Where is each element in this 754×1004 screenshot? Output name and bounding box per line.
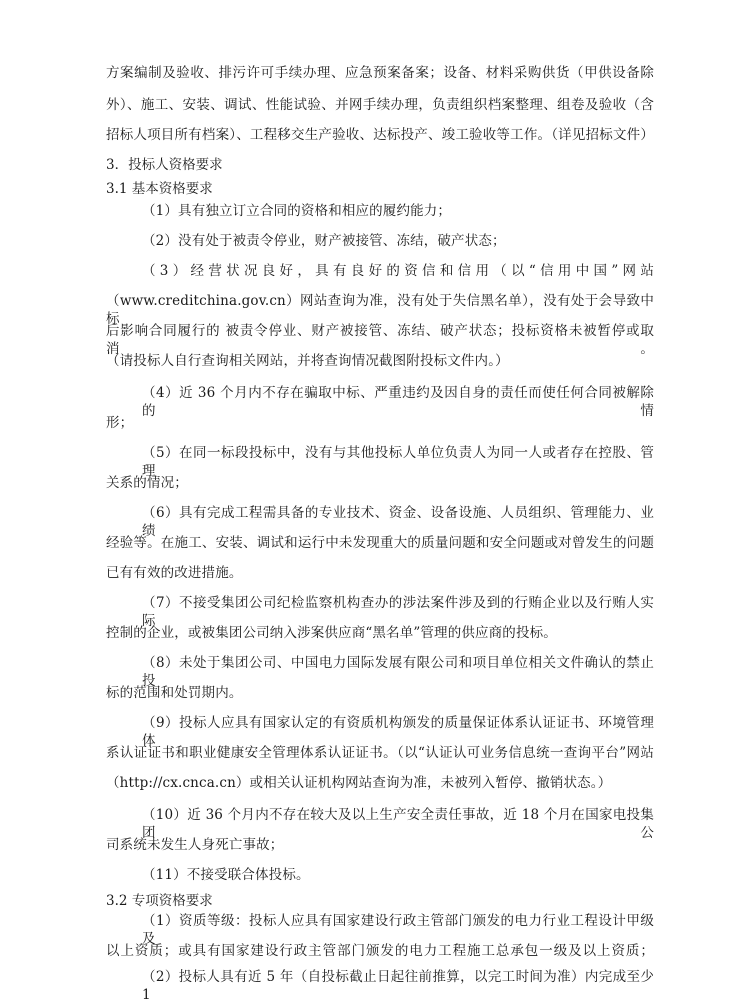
text-line-8: （3）经营状况良好，具有良好的资信和信用（以“信用中国”网站	[142, 263, 654, 279]
text-line-10: 后影响合同履行的 被责令停业、财产被接管、冻结、破产状态；投标资格未被暂停或取消。	[106, 323, 654, 357]
text-line-6: （1）具有独立订立合同的资格和相应的履约能力；	[142, 203, 452, 219]
text-line-15: 关系的情况；	[106, 475, 188, 491]
text-line-19: （7）不接受集团公司纪检监察机构查办的涉法案件涉及到的行贿企业以及行贿人实际	[142, 595, 654, 629]
text-line-12: （4）近 36 个月内不存在骗取中标、严重违约及因自身的责任而使任何合同被解除的情	[142, 385, 654, 419]
text-line-26: （10）近 36 个月内不存在较大及以上生产安全责任事故，近 18 个月在国家电投集团公	[142, 807, 654, 841]
text-line-1: 方案编制及验收、排污许可手续办理、应急预案备案；设备、材料采购供货（甲供设备除	[106, 65, 654, 81]
subsection-heading-3-1: 3.1 基本资格要求	[106, 181, 213, 197]
text-line-3: 招标人项目所有档案）、工程移交生产验收、达标投产、竣工验收等工作。（详见招标文件）	[106, 127, 654, 143]
text-line-7: （2）没有处于被责令停业，财产被接管、冻结，破产状态；	[142, 233, 506, 249]
text-line-2: 外）、施工、安装、调试、性能试验、并网手续办理，负责组织档案整理、组卷及验收（含	[106, 97, 654, 113]
section-heading-3: 3．投标人资格要求	[106, 157, 223, 173]
text-line-28: （11）不接受联合体投标。	[142, 867, 310, 883]
text-line-14: （5）在同一标段投标中，没有与其他投标人单位负责人为同一人或者存在控股、管理	[142, 445, 654, 479]
text-line-9: （www.creditchina.gov.cn）网站查询为准，没有处于失信黑名单），没有处于会导致中标	[106, 293, 654, 327]
text-line-18: 已有有效的改进措施。	[106, 565, 243, 581]
text-line-30: （1）资质等级：投标人应具有国家建设行政主管部门颁发的电力行业工程设计甲级及	[142, 913, 654, 947]
text-line-20: 控制的企业，或被集团公司纳入涉案供应商“黑名单”管理的供应商的投标。	[106, 625, 557, 641]
text-line-22: 标的范围和处罚期内。	[106, 685, 243, 701]
subsection-heading-3-2: 3.2 专项资格要求	[106, 893, 213, 909]
text-line-27: 司系统未发生人身死亡事故；	[106, 837, 284, 853]
text-line-32: （2）投标人具有近 5 年（自投标截止日起往前推算，以完工时间为准）内完成至少 1	[142, 969, 654, 1003]
text-line-17: 经验等。在施工、安装、调试和运行中未发现重大的质量问题和安全问题或对曾发生的问题	[106, 535, 654, 551]
text-line-16: （6）具有完成工程需具备的专业技术、资金、设备设施、人员组织、管理能力、业绩	[142, 505, 654, 539]
text-line-21: （8）未处于集团公司、中国电力国际发展有限公司和项目单位相关文件确认的禁止投	[142, 655, 654, 689]
text-line-25: （http://cx.cnca.cn）或相关认证机构网站查询为准，未被列入暂停、撤销状态。）	[106, 775, 612, 791]
text-line-23: （9）投标人应具有国家认定的有资质机构颁发的质量保证体系认证证书、环境管理体	[142, 715, 654, 749]
text-line-11: （请投标人自行查询相关网站，并将查询情况截图附投标文件内。）	[106, 353, 509, 369]
text-line-31: 以上资质；或具有国家建设行政主管部门颁发的电力工程施工总承包一级及以上资质；	[106, 943, 654, 959]
text-line-24: 系认证证书和职业健康安全管理体系认证证书。（以“认证认可业务信息统一查询平台”网站	[106, 745, 654, 761]
text-line-13: 形；	[106, 415, 134, 431]
